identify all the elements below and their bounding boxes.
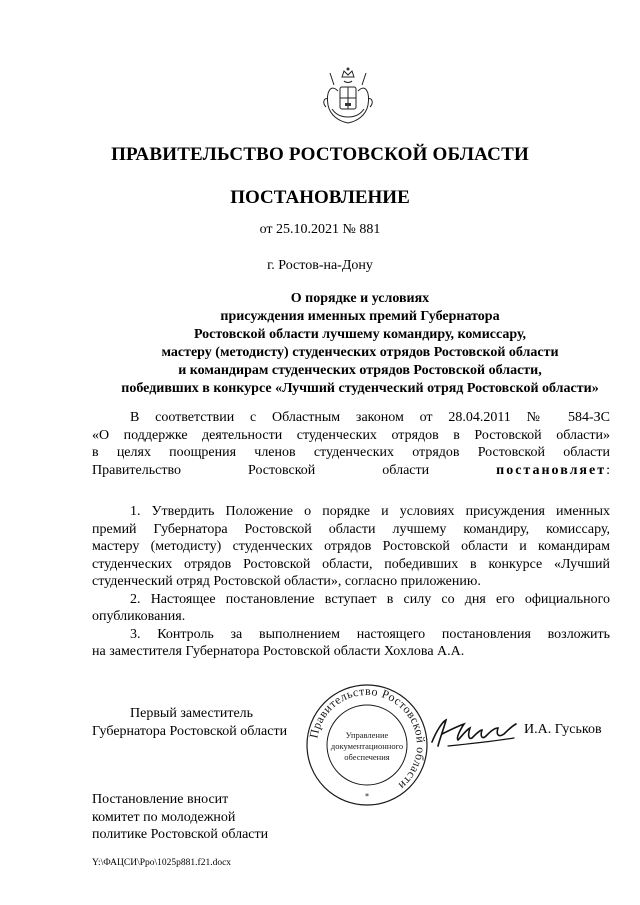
coat-of-arms-emblem — [316, 63, 380, 127]
handwritten-signature — [428, 712, 520, 752]
item-line: премий Губернатора Ростовской области лучшему командиру, комиссару, — [92, 521, 610, 537]
subject-line: О порядке и условиях — [290, 291, 430, 306]
submitted-line: Постановление вносит — [92, 792, 229, 807]
submitted-by-note — [92, 791, 268, 844]
subject-line: и командирам студенческих отрядов Ростовской области, — [178, 363, 542, 378]
document-type: ПОСТАНОВЛЕНИЕ — [230, 187, 410, 208]
item-line: 1. Утвердить Положение о порядке и условиях присуждения именных — [130, 504, 610, 519]
preamble-prefix: Правительство Ростовской области — [92, 462, 497, 478]
preamble-paragraph — [92, 409, 610, 479]
subject-line: присуждения именных премий Губернатора — [220, 309, 500, 324]
item-line: на заместителя Губернатора Ростовской области Хохлова А.А. — [92, 644, 465, 659]
item-line: студенческих отрядов Ростовской области, победивших в конкурсе «Лучший — [92, 556, 610, 572]
stamp-inner-line: обеспечения — [344, 752, 390, 762]
signer-name: И.А. Гуськов — [524, 722, 602, 737]
stamp-outer-text: Правительство Ростовской области — [306, 683, 429, 793]
signer-position-line: Первый заместитель — [130, 706, 254, 721]
preamble-suffix: : — [606, 462, 610, 478]
subject-line: мастеру (методисту) студенческих отрядов Ростовской области — [161, 345, 559, 360]
submitted-line: политике Ростовской области — [92, 827, 269, 842]
item-line: студенческий отряд Ростовской области», согласно приложению. — [92, 574, 481, 589]
document-date-number: от 25.10.2021 № 881 — [259, 222, 381, 237]
signer-position — [92, 705, 287, 740]
stamp-inner-line: документационного — [330, 741, 404, 751]
item-line: опубликования. — [92, 609, 186, 624]
stamp-star-icon: * — [365, 792, 369, 801]
signer-position-line: Губернатора Ростовской области — [92, 723, 288, 739]
official-stamp — [305, 683, 429, 807]
item-line: 3. Контроль за выполнением настоящего постановления возложить — [130, 626, 610, 642]
preamble-last-line — [92, 462, 610, 480]
resolution-items — [92, 503, 610, 661]
preamble-line: «О поддержке деятельности студенческих отрядов в Ростовской области» — [92, 427, 610, 443]
submitted-line: комитет по молодежной — [92, 809, 236, 825]
resolves-keyword: постановляет — [496, 462, 607, 478]
file-path: Y:\ФАЦСИ\Ppo\1025p881.f21.docx — [92, 858, 232, 868]
document-subject — [60, 290, 640, 398]
stamp-inner-line: Управление — [345, 730, 389, 740]
preamble-line: В соответствии с Областным законом от 28.04.2011 № 584-ЗС — [130, 410, 610, 425]
document-city: г. Ростов-на-Дону — [267, 258, 373, 273]
subject-line: Ростовской области лучшему командиру, комиссару, — [193, 327, 527, 342]
government-title: ПРАВИТЕЛЬСТВО РОСТОВСКОЙ ОБЛАСТИ — [111, 144, 529, 165]
preamble-line: в целях поощрения членов студенческих отрядов Ростовской области — [92, 445, 610, 460]
subject-line: победивших в конкурсе «Лучший студенческий отряд Ростовской области» — [121, 381, 599, 396]
item-line: 2. Настоящее постановление вступает в силу со дня его официального — [130, 591, 610, 607]
item-line: мастеру (методисту) студенческих отрядов Ростовской области и командирам — [92, 539, 610, 554]
